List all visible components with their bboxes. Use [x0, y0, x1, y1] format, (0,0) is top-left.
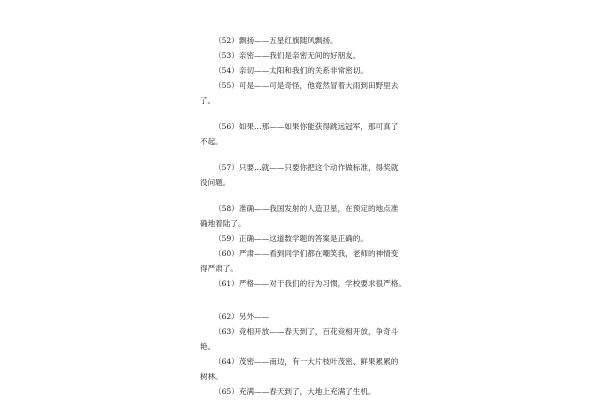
list-item: （59）正确——这道数学题的答案是正确的。 — [214, 234, 368, 243]
list-item: （52）飘扬——五星红旗随风飘扬。 — [214, 36, 338, 45]
list-item: （58）准确——我国发射的人造卫星，在预定的地点准 — [214, 204, 399, 213]
list-item: （56）如果…那——如果你能获得跳远冠军，那可真了 — [214, 122, 399, 131]
list-item: （57）只要…就——只要你把这个动作做标准，得奖就 — [214, 163, 399, 172]
list-item: （63）竞相开放——春天到了，百花竞相开放，争奇斗 — [214, 327, 399, 336]
list-item-continuation: 艳。 — [200, 342, 216, 351]
list-item-continuation: 确地着陆了。 — [200, 219, 246, 228]
list-item: （65）充满——春天到了，大地上充满了生机。 — [214, 387, 376, 396]
list-item: （55）可是——可是奇怪，他竟然冒着大雨到田野里去 — [214, 81, 399, 90]
list-item: （61）严格——对于我们的行为习惯，学校要求很严格。 — [214, 279, 406, 288]
list-item: （54）亲切——太阳和我们的关系非常密切。 — [214, 66, 368, 75]
list-item: （60）严肃——看到同学们都在嘲笑我，老师的神情变 — [214, 249, 399, 258]
list-item-continuation: 没问题。 — [200, 178, 231, 187]
list-item-continuation: 不起。 — [200, 137, 223, 146]
list-item: （64）茂密——南边，有一大片枝叶茂密、鲜果累累的 — [214, 357, 399, 366]
list-item: （53）亲密——我们是亲密无间的好朋友。 — [214, 51, 361, 60]
list-item-continuation: 了。 — [200, 96, 216, 105]
list-item: （62）另外—— — [214, 312, 270, 321]
list-item-continuation: 树林。 — [200, 372, 223, 381]
list-item-continuation: 得严肃了。 — [200, 264, 238, 273]
vocabulary-list — [200, 33, 410, 399]
